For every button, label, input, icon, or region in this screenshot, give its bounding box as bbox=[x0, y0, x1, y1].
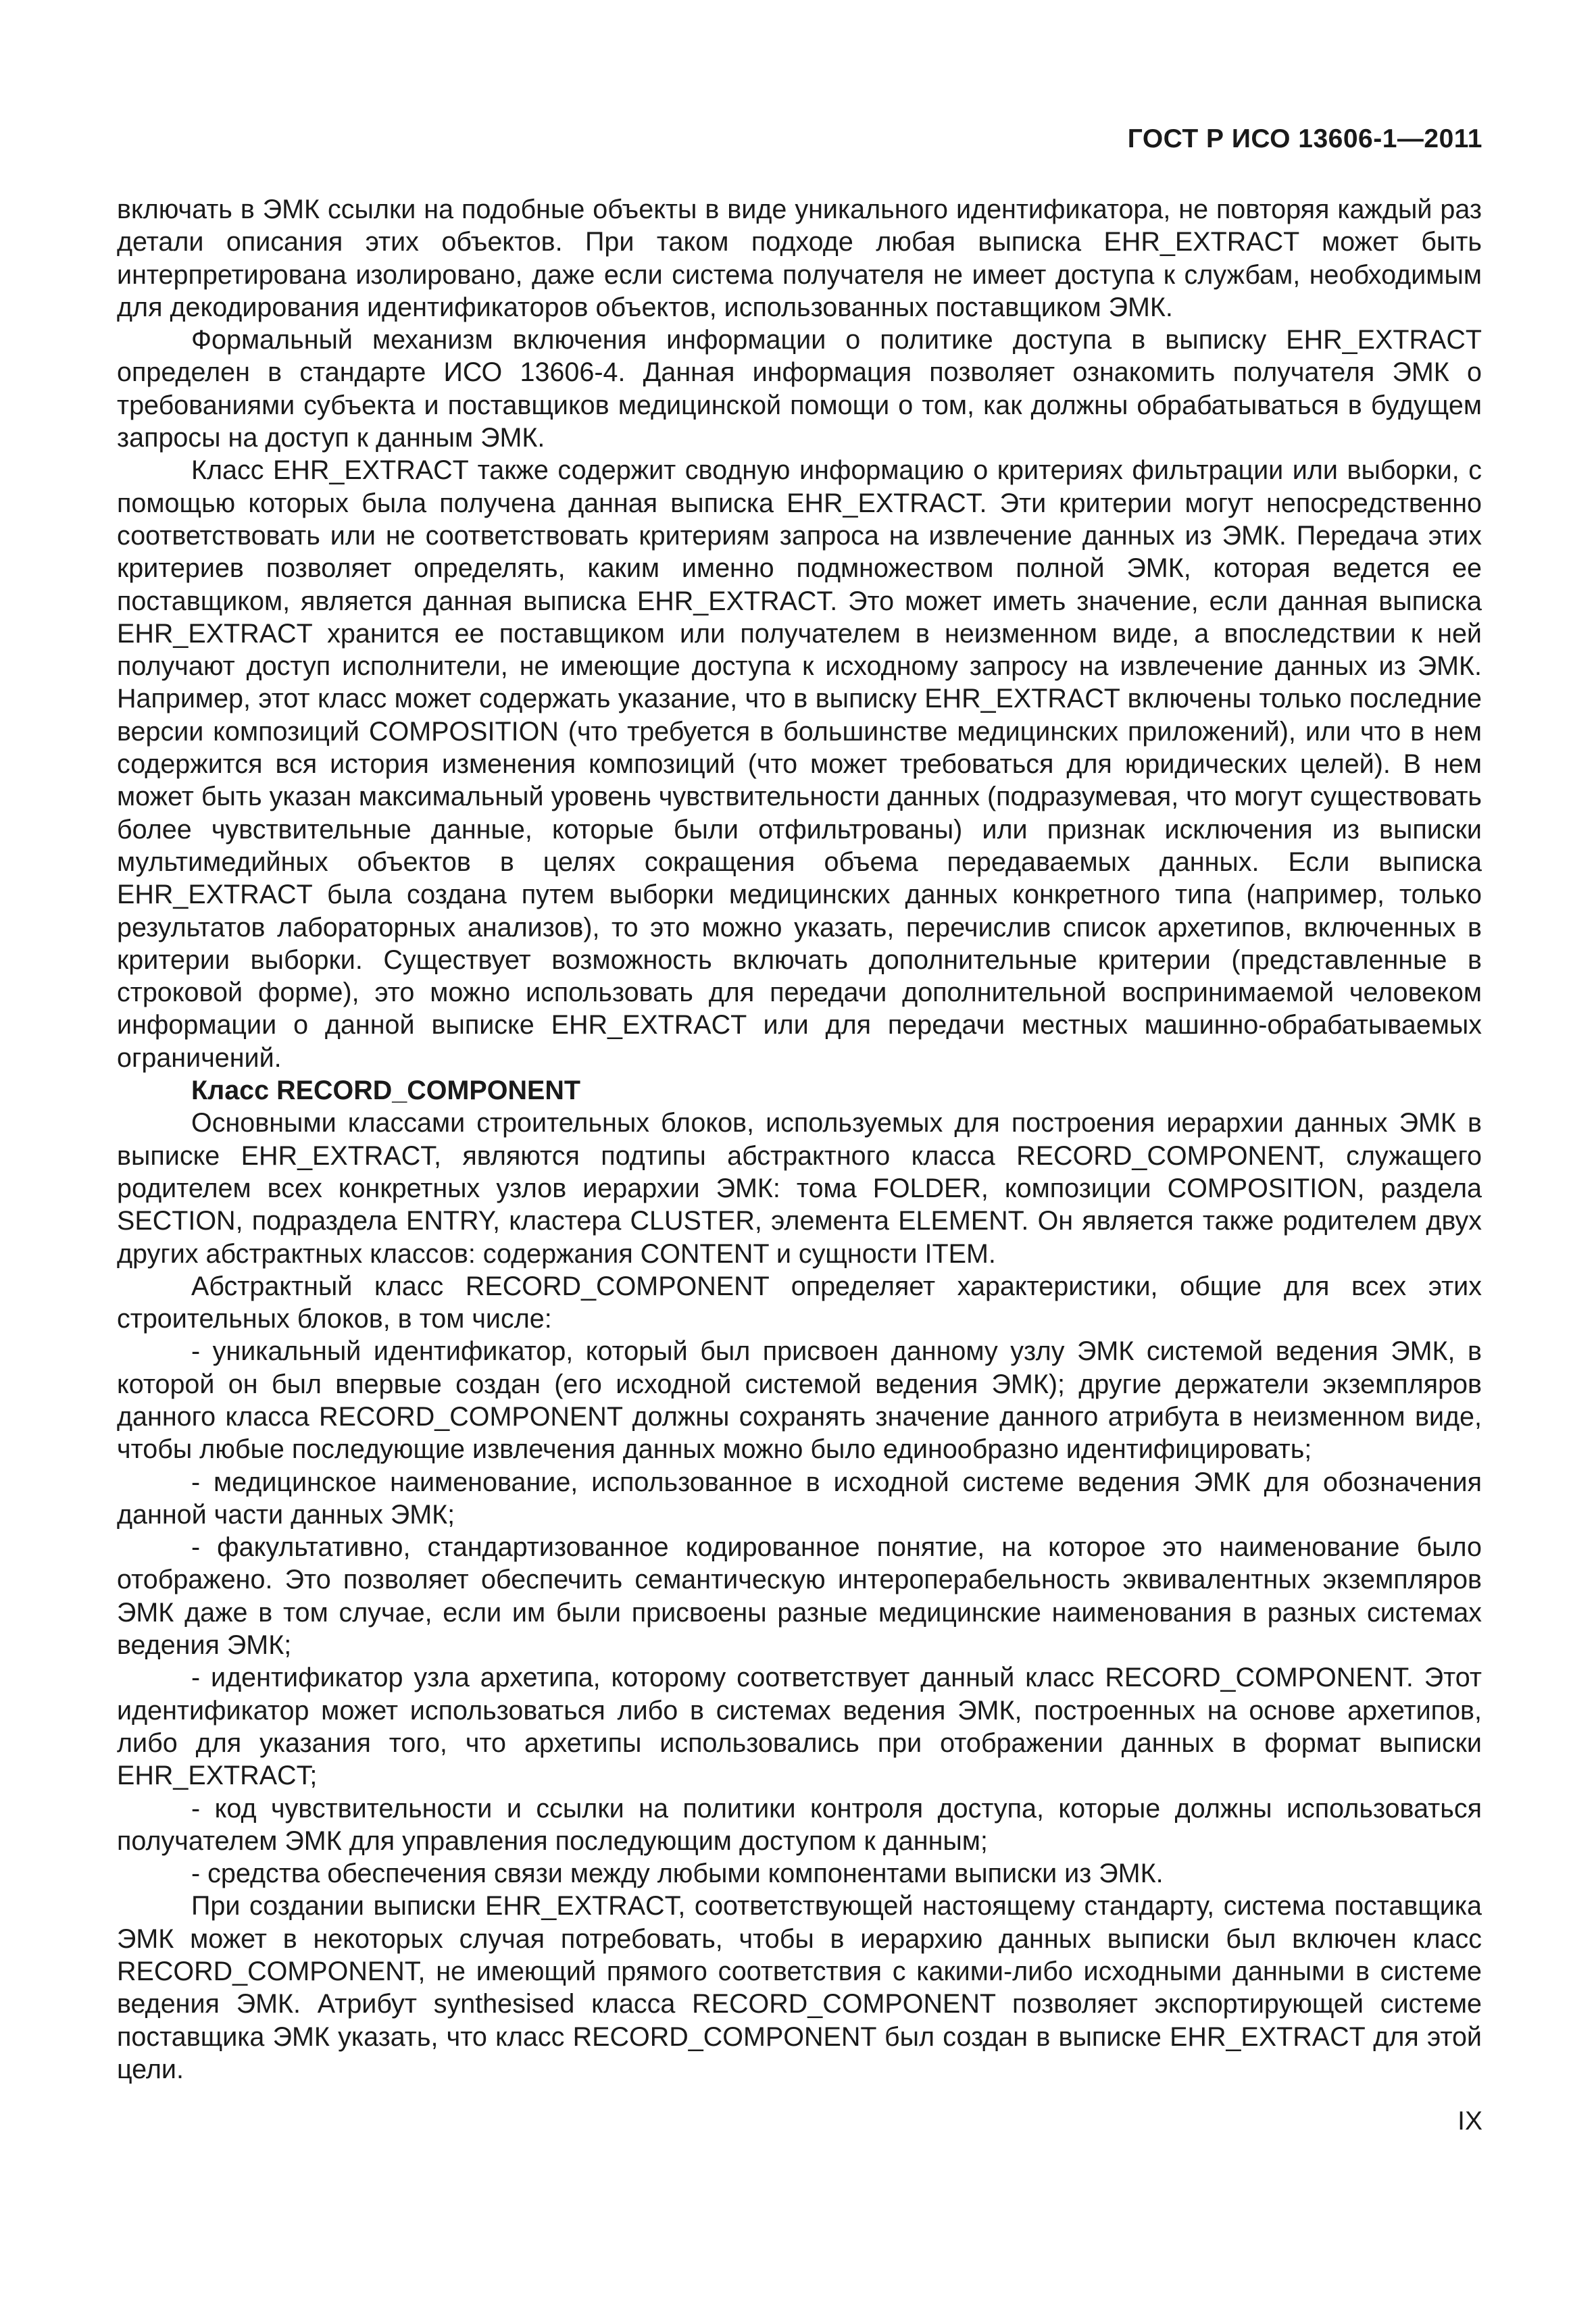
list-item: - средства обеспечения связи между любыми компонентами выписки из ЭМК. bbox=[191, 1859, 1164, 1889]
page-number: IX bbox=[1457, 2107, 1482, 2136]
section-heading: Класс RECORD_COMPONENT bbox=[191, 1076, 580, 1106]
document-body bbox=[117, 193, 1482, 2086]
paragraph: Основными классами строительных блоков, используемых для построения иерархии данных ЭМК в выписке EHR_EXTRACT, являются подтипы абстрактного класса RECORD_COMPONENT, служащего родителем всех конкретных узлов иерархии ЭМК: тома FOLDER, композиции COMPOSITION, раздела SECTION, подраздела ENTRY, кластера CLUSTER, элемента ELEMENT. Он является также родителем двух других абстрактных классов: содержания CONTENT и сущности ITEM. bbox=[117, 1108, 1482, 1269]
paragraph: Класс EHR_EXTRACT также содержит сводную информацию о критериях фильтрации или выборки, с помощью которых была получена данная выписка EHR_EXTRACT. Эти критерии могут непосредственно соответствовать или не соответствовать критериям запроса на извлечение данных из ЭМК. Передача этих критериев позволяет определять, каким именно подмножеством полной ЭМК, которая ведется ее поставщиком, является данная выписка EHR_EXTRACT. Это может иметь значение, если данная выписка EHR_EXTRACT хранится ее поставщиком или получателем в неизменном виде, а впоследствии к ней получают доступ исполнители, не имеющие доступа к исходному запросу на извлечение данных из ЭМК. Например, этот класс может содержать указание, что в выписку EHR_EXTRACT включены только последние версии композиций COMPOSITION (что требуется в большинстве медицинских приложений), или что в нем содержится вся история изменения композиций (что может требоваться для юридических целей). В нем может быть указан максимальный уровень чувствительности данных (подразумевая, что могут существовать более чувствительные данные, которые были отфильтрованы) или признак исключения из выписки мультимедийных объектов в целях сокращения объема передаваемых данных. Если выписка EHR_EXTRACT была создана путем выборки медицинских данных конкретного типа (например, только результатов лабораторных анализов), то это можно указать, перечислив список архетипов, включенных в критерии выборки. Существует возможность включать дополнительные критерии (представленные в строковой форме), это можно использовать для передачи дополнительной воспринимаемой человеком информации о данной выписке EHR_EXTRACT или для передачи местных машинно-обрабатываемых ограничений. bbox=[117, 455, 1482, 1073]
document-header: ГОСТ Р ИСО 13606-1—2011 bbox=[1127, 124, 1482, 153]
list-item: - медицинское наименование, использованное в исходной системе ведения ЭМК для обозначения данной части данных ЭМК; bbox=[117, 1467, 1482, 1530]
paragraph: Абстрактный класс RECORD_COMPONENT определяет характеристики, общие для всех этих строительных блоков, в том числе: bbox=[117, 1271, 1482, 1334]
list-item: - факультативно, стандартизованное кодированное понятие, на которое это наименование было отображено. Это позволяет обеспечить семантическую интероперабельность эквивалентных экземпляров ЭМК даже в том случае, если им были присвоены разные медицинские наименования в разных системах ведения ЭМК; bbox=[117, 1532, 1482, 1661]
paragraph: включать в ЭМК ссылки на подобные объекты в виде уникального идентификатора, не повторяя каждый раз детали описания этих объектов. При таком подходе любая выписка EHR_EXTRACT может быть интерпретирована изолировано, даже если система получателя не имеет доступа к службам, необходимым для декодирования идентификаторов объектов, использованных поставщиком ЭМК. bbox=[117, 195, 1482, 322]
paragraph: При создании выписки EHR_EXTRACT, соответствующей настоящему стандарту, система поставщика ЭМК может в некоторых случая потребовать, чтобы в иерархию данных выписки был включен класс RECORD_COMPONENT, не имеющий прямого соответствия с какими-либо исходными данными в системе ведения ЭМК. Атрибут synthesised класса RECORD_COMPONENT позволяет экспортирующей системе поставщика ЭМК указать, что класс RECORD_COMPONENT был создан в выписке EHR_EXTRACT для этой цели. bbox=[117, 1891, 1482, 2084]
list-item: - уникальный идентификатор, который был присвоен данному узлу ЭМК системой ведения ЭМК, в которой он был впервые создан (его исходной системой ведения ЭМК); другие держатели экземпляров данного класса RECORD_COMPONENT должны сохранять значение данного атрибута в неизменном виде, чтобы любые последующие извлечения данных можно было единообразно идентифицировать; bbox=[117, 1336, 1482, 1465]
list-item: - идентификатор узла архетипа, которому соответствует данный класс RECORD_COMPONENT. Этот идентификатор может использоваться либо в системах ведения ЭМК, построенных на основе архетипов, либо для указания того, что архетипы использовались при отображении данных в формат выписки EHR_EXTRACT; bbox=[117, 1663, 1482, 1791]
list-item: - код чувствительности и ссылки на политики контроля доступа, которые должны использоваться получателем ЭМК для управления последующим доступом к данным; bbox=[117, 1793, 1482, 1856]
paragraph: Формальный механизм включения информации о политике доступа в выписку EHR_EXTRACT определен в стандарте ИСО 13606-4. Данная информация позволяет ознакомить получателя ЭМК о требованиями субъекта и поставщиков медицинской помощи о том, как должны обрабатываться в будущем запросы на доступ к данным ЭМК. bbox=[117, 325, 1482, 453]
